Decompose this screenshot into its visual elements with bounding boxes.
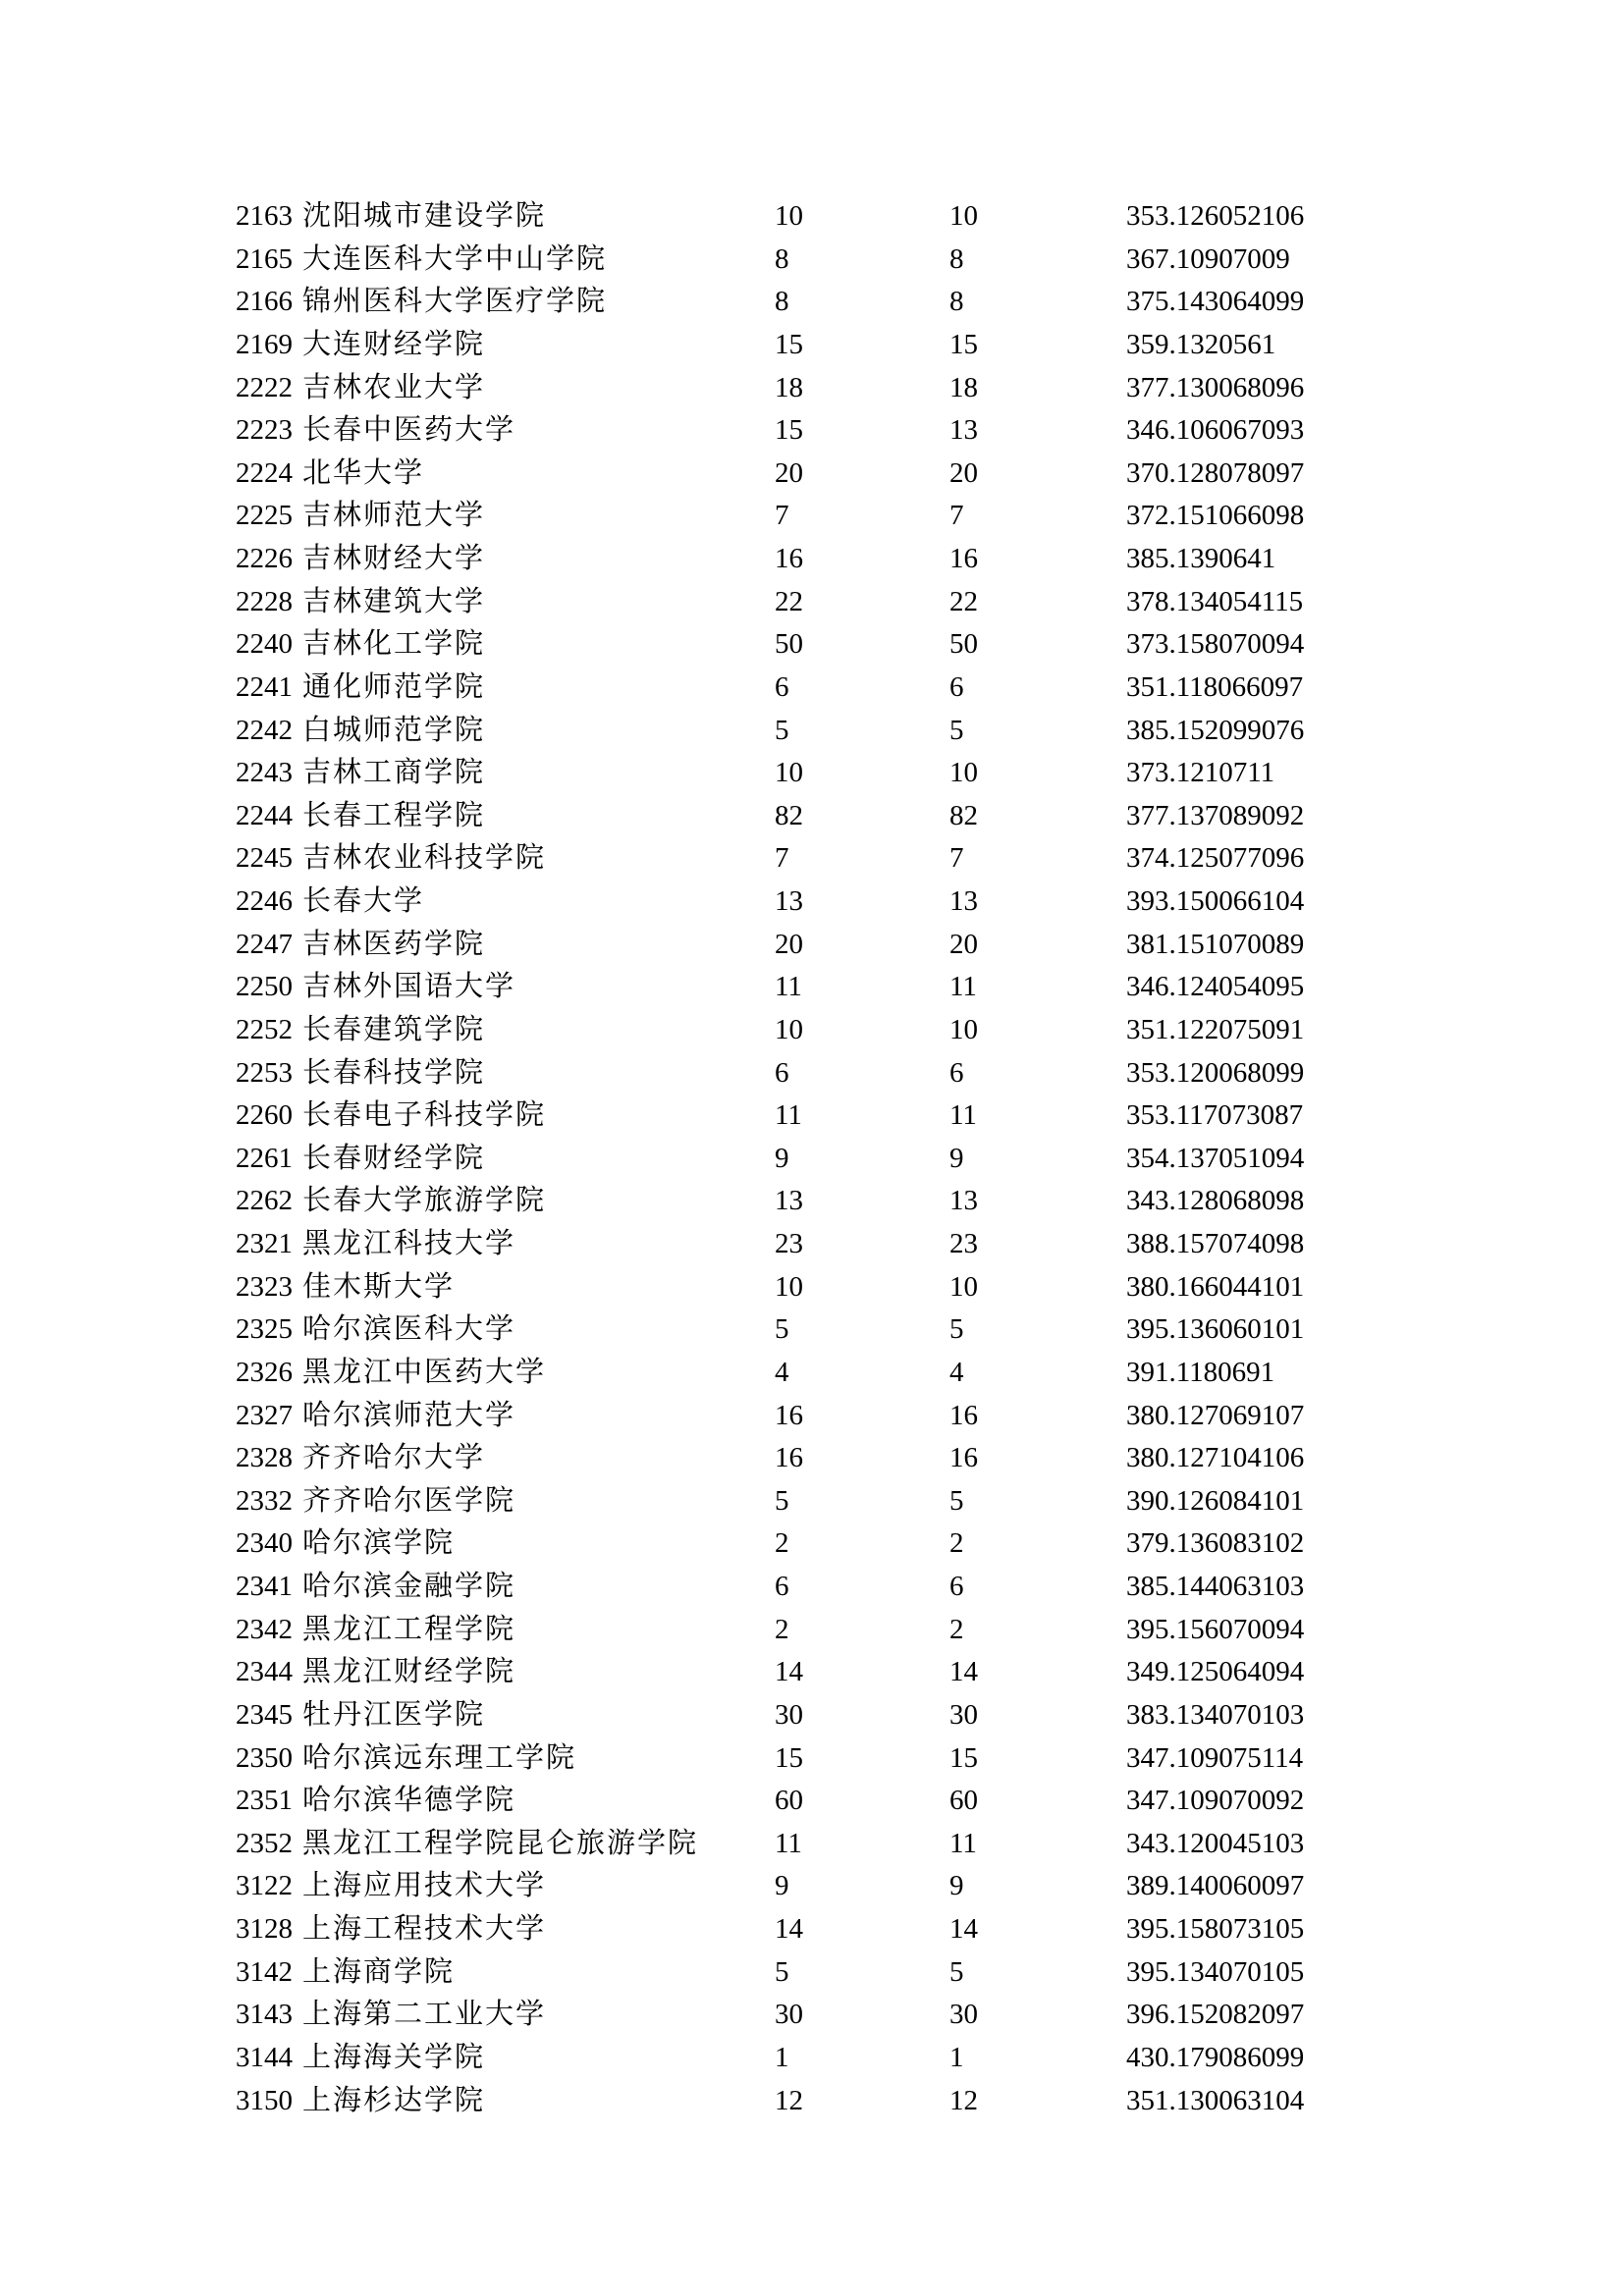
score-value: 396.152082097 <box>1126 1999 1305 2031</box>
admitted-count: 2 <box>949 1613 964 1645</box>
school-name: 哈尔滨师范大学 <box>302 1399 516 1431</box>
school-code: 2247 <box>236 928 293 960</box>
score-value: 379.136083102 <box>1126 1527 1305 1560</box>
plan-count: 20 <box>775 456 803 489</box>
admitted-count: 13 <box>949 885 978 917</box>
school-name: 哈尔滨远东理工学院 <box>302 1741 577 1774</box>
admitted-count: 11 <box>949 1827 977 1859</box>
school-name: 吉林化工学院 <box>302 628 486 661</box>
school-name: 上海应用技术大学 <box>302 1870 547 1902</box>
school-code: 2340 <box>236 1527 293 1560</box>
plan-count: 1 <box>775 2041 789 2073</box>
school-name: 哈尔滨金融学院 <box>302 1571 516 1602</box>
school-code: 3122 <box>236 1870 293 1902</box>
admitted-count: 82 <box>949 799 978 831</box>
plan-count: 23 <box>775 1228 803 1259</box>
score-value: 385.1390641 <box>1126 543 1276 574</box>
school-code: 2332 <box>236 1484 293 1517</box>
school-name: 吉林财经大学 <box>302 543 486 574</box>
school-code: 2327 <box>236 1399 293 1431</box>
admitted-count: 14 <box>949 1913 978 1945</box>
school-code: 2262 <box>236 1185 293 1217</box>
score-value: 354.137051094 <box>1126 1142 1305 1174</box>
school-code: 2260 <box>236 1099 293 1132</box>
admitted-count: 16 <box>949 543 978 574</box>
plan-count: 12 <box>775 2084 803 2116</box>
school-name: 吉林农业大学 <box>302 371 486 403</box>
school-name: 吉林师范大学 <box>302 500 486 532</box>
score-value: 353.117073087 <box>1126 1099 1304 1132</box>
school-code: 2352 <box>236 1827 293 1859</box>
school-name: 白城师范学院 <box>302 714 486 746</box>
school-code: 2245 <box>236 842 293 875</box>
school-code: 3150 <box>236 2084 293 2116</box>
plan-count: 14 <box>775 1656 803 1688</box>
school-name: 上海工程技术大学 <box>302 1913 547 1945</box>
admitted-count: 5 <box>949 1313 964 1346</box>
school-name: 牡丹江医学院 <box>302 1698 486 1731</box>
score-value: 430.179086099 <box>1126 2041 1305 2073</box>
score-value: 349.125064094 <box>1126 1656 1305 1688</box>
plan-count: 8 <box>775 242 789 275</box>
school-code: 2323 <box>236 1270 293 1303</box>
school-code: 2325 <box>236 1313 293 1346</box>
plan-count: 6 <box>775 1056 789 1089</box>
plan-count: 9 <box>775 1142 789 1174</box>
school-code: 2350 <box>236 1741 293 1774</box>
school-code: 2228 <box>236 585 293 617</box>
plan-count: 15 <box>775 328 803 360</box>
school-name: 黑龙江工程学院昆仑旅游学院 <box>302 1827 699 1859</box>
plan-count: 18 <box>775 371 803 403</box>
admitted-count: 13 <box>949 414 978 447</box>
school-name: 上海第二工业大学 <box>302 1999 547 2031</box>
school-code: 2326 <box>236 1356 293 1388</box>
plan-count: 6 <box>775 1571 789 1602</box>
school-code: 2253 <box>236 1056 293 1089</box>
score-value: 347.109070092 <box>1126 1785 1305 1817</box>
plan-count: 6 <box>775 670 789 703</box>
school-name: 黑龙江科技大学 <box>302 1228 516 1259</box>
school-code: 2169 <box>236 328 293 360</box>
school-name: 哈尔滨医科大学 <box>302 1313 516 1346</box>
score-value: 367.10907009 <box>1126 242 1290 275</box>
score-value: 380.127069107 <box>1126 1399 1305 1431</box>
score-value: 372.151066098 <box>1126 500 1305 532</box>
school-name: 长春大学 <box>302 885 425 917</box>
school-code: 2242 <box>236 714 293 746</box>
plan-count: 10 <box>775 1013 803 1045</box>
score-value: 391.1180691 <box>1126 1356 1275 1388</box>
admitted-count: 1 <box>949 2041 964 2073</box>
admitted-count: 10 <box>949 200 978 232</box>
school-code: 2328 <box>236 1442 293 1474</box>
school-name: 通化师范学院 <box>302 670 486 703</box>
admitted-count: 14 <box>949 1656 978 1688</box>
score-value: 383.134070103 <box>1126 1698 1305 1731</box>
plan-count: 30 <box>775 1999 803 2031</box>
plan-count: 10 <box>775 1270 803 1303</box>
school-name: 吉林工商学院 <box>302 757 486 789</box>
plan-count: 7 <box>775 842 789 875</box>
school-name: 长春电子科技学院 <box>302 1099 547 1132</box>
school-name: 佳木斯大学 <box>302 1270 456 1303</box>
admitted-count: 10 <box>949 1013 978 1045</box>
school-code: 2250 <box>236 971 293 1003</box>
school-code: 2344 <box>236 1656 293 1688</box>
score-value: 388.157074098 <box>1126 1228 1305 1259</box>
plan-count: 5 <box>775 714 789 746</box>
plan-count: 11 <box>775 971 802 1003</box>
score-value: 395.158073105 <box>1126 1913 1305 1945</box>
score-value: 395.134070105 <box>1126 1955 1305 1988</box>
admitted-count: 5 <box>949 714 964 746</box>
score-value: 359.1320561 <box>1126 328 1276 360</box>
school-code: 3142 <box>236 1955 293 1988</box>
admitted-count: 7 <box>949 500 964 532</box>
school-code: 2240 <box>236 628 293 661</box>
admitted-count: 9 <box>949 1142 964 1174</box>
score-value: 347.109075114 <box>1126 1741 1304 1774</box>
plan-count: 15 <box>775 1741 803 1774</box>
school-name: 沈阳城市建设学院 <box>302 200 547 232</box>
school-code: 2261 <box>236 1142 293 1174</box>
score-value: 346.124054095 <box>1126 971 1305 1003</box>
plan-count: 8 <box>775 286 789 318</box>
admitted-count: 6 <box>949 1056 964 1089</box>
school-name: 大连医科大学中山学院 <box>302 242 608 275</box>
admitted-count: 5 <box>949 1955 964 1988</box>
admitted-count: 16 <box>949 1399 978 1431</box>
plan-count: 60 <box>775 1785 803 1817</box>
score-value: 393.150066104 <box>1126 885 1305 917</box>
school-code: 3128 <box>236 1913 293 1945</box>
plan-count: 13 <box>775 885 803 917</box>
admitted-count: 15 <box>949 1741 978 1774</box>
school-name: 哈尔滨学院 <box>302 1527 456 1560</box>
score-value: 378.134054115 <box>1126 585 1304 617</box>
admitted-count: 9 <box>949 1870 964 1902</box>
score-value: 370.128078097 <box>1126 456 1305 489</box>
admitted-count: 6 <box>949 1571 964 1602</box>
plan-count: 5 <box>775 1484 789 1517</box>
school-code: 2241 <box>236 670 293 703</box>
plan-count: 11 <box>775 1099 802 1132</box>
plan-count: 16 <box>775 1399 803 1431</box>
admitted-count: 22 <box>949 585 978 617</box>
admitted-count: 6 <box>949 670 964 703</box>
school-name: 黑龙江工程学院 <box>302 1613 516 1645</box>
plan-count: 16 <box>775 1442 803 1474</box>
school-name: 吉林农业科技学院 <box>302 842 547 875</box>
school-code: 3143 <box>236 1999 293 2031</box>
admitted-count: 2 <box>949 1527 964 1560</box>
score-value: 395.136060101 <box>1126 1313 1305 1346</box>
school-name: 锦州医科大学医疗学院 <box>302 286 608 318</box>
plan-count: 5 <box>775 1313 789 1346</box>
admitted-count: 8 <box>949 286 964 318</box>
score-value: 353.126052106 <box>1126 200 1305 232</box>
admitted-count: 23 <box>949 1228 978 1259</box>
school-name: 齐齐哈尔医学院 <box>302 1484 516 1517</box>
score-value: 373.1210711 <box>1126 757 1275 789</box>
school-name: 黑龙江财经学院 <box>302 1656 516 1688</box>
school-name: 上海海关学院 <box>302 2041 486 2073</box>
plan-count: 11 <box>775 1827 802 1859</box>
school-name: 北华大学 <box>302 456 425 489</box>
score-value: 380.166044101 <box>1126 1270 1305 1303</box>
school-name: 吉林外国语大学 <box>302 971 516 1003</box>
admitted-count: 10 <box>949 757 978 789</box>
score-value: 389.140060097 <box>1126 1870 1305 1902</box>
plan-count: 10 <box>775 200 803 232</box>
school-name: 长春建筑学院 <box>302 1013 486 1045</box>
score-value: 375.143064099 <box>1126 286 1305 318</box>
school-code: 2166 <box>236 286 293 318</box>
plan-count: 20 <box>775 928 803 960</box>
score-value: 381.151070089 <box>1126 928 1305 960</box>
plan-count: 10 <box>775 757 803 789</box>
plan-count: 82 <box>775 799 803 831</box>
plan-count: 30 <box>775 1698 803 1731</box>
score-value: 373.158070094 <box>1126 628 1305 661</box>
score-value: 377.137089092 <box>1126 799 1305 831</box>
school-code: 2321 <box>236 1228 293 1259</box>
school-code: 2163 <box>236 200 293 232</box>
admitted-count: 12 <box>949 2084 978 2116</box>
admitted-count: 4 <box>949 1356 964 1388</box>
score-value: 351.122075091 <box>1126 1013 1305 1045</box>
score-value: 385.144063103 <box>1126 1571 1305 1602</box>
school-code: 2342 <box>236 1613 293 1645</box>
plan-count: 7 <box>775 500 789 532</box>
school-code: 2345 <box>236 1698 293 1731</box>
score-value: 385.152099076 <box>1126 714 1305 746</box>
score-value: 343.128068098 <box>1126 1185 1305 1217</box>
admitted-count: 18 <box>949 371 978 403</box>
school-code: 2223 <box>236 414 293 447</box>
school-name: 上海杉达学院 <box>302 2084 486 2116</box>
score-value: 380.127104106 <box>1126 1442 1305 1474</box>
school-code: 3144 <box>236 2041 293 2073</box>
admitted-count: 30 <box>949 1698 978 1731</box>
plan-count: 13 <box>775 1185 803 1217</box>
score-value: 390.126084101 <box>1126 1484 1305 1517</box>
school-name: 长春大学旅游学院 <box>302 1185 547 1217</box>
score-value: 353.120068099 <box>1126 1056 1305 1089</box>
school-name: 齐齐哈尔大学 <box>302 1442 486 1474</box>
score-value: 395.156070094 <box>1126 1613 1305 1645</box>
school-code: 2224 <box>236 456 293 489</box>
admitted-count: 11 <box>949 1099 977 1132</box>
plan-count: 50 <box>775 628 803 661</box>
admitted-count: 20 <box>949 456 978 489</box>
school-name: 吉林医药学院 <box>302 928 486 960</box>
plan-count: 14 <box>775 1913 803 1945</box>
score-value: 346.106067093 <box>1126 414 1305 447</box>
plan-count: 2 <box>775 1613 789 1645</box>
school-code: 2341 <box>236 1571 293 1602</box>
school-code: 2246 <box>236 885 293 917</box>
score-value: 343.120045103 <box>1126 1827 1305 1859</box>
plan-count: 2 <box>775 1527 789 1560</box>
admitted-count: 5 <box>949 1484 964 1517</box>
admitted-count: 60 <box>949 1785 978 1817</box>
school-code: 2244 <box>236 799 293 831</box>
school-code: 2225 <box>236 500 293 532</box>
plan-count: 22 <box>775 585 803 617</box>
admitted-count: 50 <box>949 628 978 661</box>
score-value: 377.130068096 <box>1126 371 1305 403</box>
admitted-count: 20 <box>949 928 978 960</box>
score-value: 351.118066097 <box>1126 670 1304 703</box>
school-name: 长春科技学院 <box>302 1056 486 1089</box>
school-code: 2243 <box>236 757 293 789</box>
school-code: 2252 <box>236 1013 293 1045</box>
plan-count: 16 <box>775 543 803 574</box>
score-value: 351.130063104 <box>1126 2084 1305 2116</box>
school-name: 长春中医药大学 <box>302 414 516 447</box>
school-name: 大连财经学院 <box>302 328 486 360</box>
school-name: 长春财经学院 <box>302 1142 486 1174</box>
admitted-count: 11 <box>949 971 977 1003</box>
admitted-count: 13 <box>949 1185 978 1217</box>
plan-count: 5 <box>775 1955 789 1988</box>
school-name: 哈尔滨华德学院 <box>302 1785 516 1817</box>
school-name: 上海商学院 <box>302 1955 456 1988</box>
admitted-count: 10 <box>949 1270 978 1303</box>
admitted-count: 15 <box>949 328 978 360</box>
school-name: 黑龙江中医药大学 <box>302 1356 547 1388</box>
admitted-count: 16 <box>949 1442 978 1474</box>
school-code: 2165 <box>236 242 293 275</box>
plan-count: 9 <box>775 1870 789 1902</box>
school-code: 2351 <box>236 1785 293 1817</box>
school-name: 吉林建筑大学 <box>302 585 486 617</box>
score-value: 374.125077096 <box>1126 842 1305 875</box>
admitted-count: 8 <box>949 242 964 275</box>
admitted-count: 30 <box>949 1999 978 2031</box>
admitted-count: 7 <box>949 842 964 875</box>
school-code: 2226 <box>236 543 293 574</box>
school-code: 2222 <box>236 371 293 403</box>
school-name: 长春工程学院 <box>302 799 486 831</box>
plan-count: 15 <box>775 414 803 447</box>
plan-count: 4 <box>775 1356 789 1388</box>
